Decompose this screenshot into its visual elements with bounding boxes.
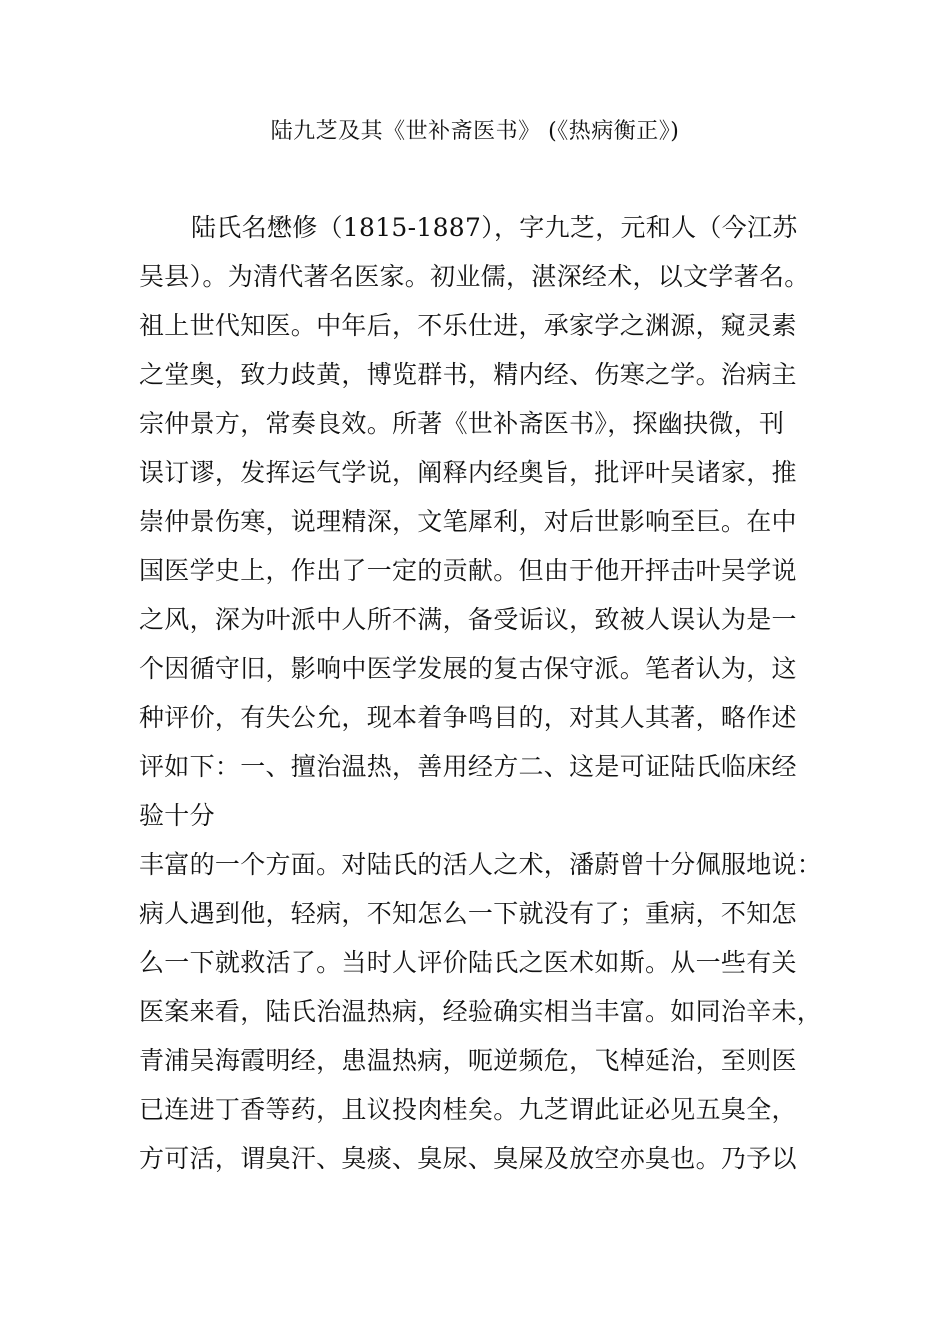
text-line: 医案来看，陆氏治温热病，经验确实相当丰富。如同治辛未， (139, 997, 823, 1026)
text-line: 种评价，有失公允，现本着争鸣目的，对其人其著，略作述 (139, 703, 797, 732)
text-line: 丰富的一个方面。对陆氏的活人之术，潘蔚曾十分佩服地说： (139, 850, 823, 879)
text-line: 误订谬，发挥运气学说，阐释内经奥旨，批评叶吴诸家，推 (139, 458, 797, 487)
text-line: 祖上世代知医。中年后，不乐仕进，承家学之渊源，窥灵素 (139, 311, 797, 340)
text-line: 吴县）。为清代著名医家。初业儒，湛深经术，以文学著名。 (139, 262, 810, 291)
text-line: 之风，深为叶派中人所不满，备受诟议，致被人误认为是一 (139, 605, 797, 634)
document-title: 陆九芝及其《世补斋医书》 (《热病衡正》) (270, 119, 680, 144)
text-line: 评如下：一、擅治温热，善用经方二、这是可证陆氏临床经 (139, 752, 797, 781)
text-line: 么一下就救活了。当时人评价陆氏之医术如斯。从一些有关 (139, 948, 797, 977)
text-line: 陆氏名懋修（1815-1887），字九芝，元和人（今江苏 (191, 213, 798, 242)
text-line: 之堂奥，致力歧黄，博览群书，精内经、伤寒之学。治病主 (139, 360, 797, 389)
text-line: 已连进丁香等药，且议投肉桂矣。九芝谓此证必见五臭全， (139, 1095, 797, 1124)
text-line: 青浦吴海霞明经，患温热病，呃逆频危，飞棹延治，至则医 (139, 1046, 797, 1075)
text-line: 宗仲景方，常奏良效。所著《世补斋医书》，探幽抉微，刊 (139, 409, 785, 438)
text-line: 崇仲景伤寒，说理精深，文笔犀利，对后世影响至巨。在中 (139, 507, 797, 536)
text-line: 病人遇到他，轻病，不知怎么一下就没有了；重病，不知怎 (139, 899, 797, 928)
text-line: 个因循守旧，影响中医学发展的复古保守派。笔者认为，这 (139, 654, 797, 683)
text-line: 国医学史上，作出了一定的贡献。但由于他开抨击叶吴学说 (139, 556, 797, 585)
text-line: 验十分 (139, 801, 215, 830)
text-line: 方可活，谓臭汗、臭痰、臭尿、臭屎及放空亦臭也。乃予以 (139, 1144, 797, 1173)
document-body (139, 203, 829, 1183)
